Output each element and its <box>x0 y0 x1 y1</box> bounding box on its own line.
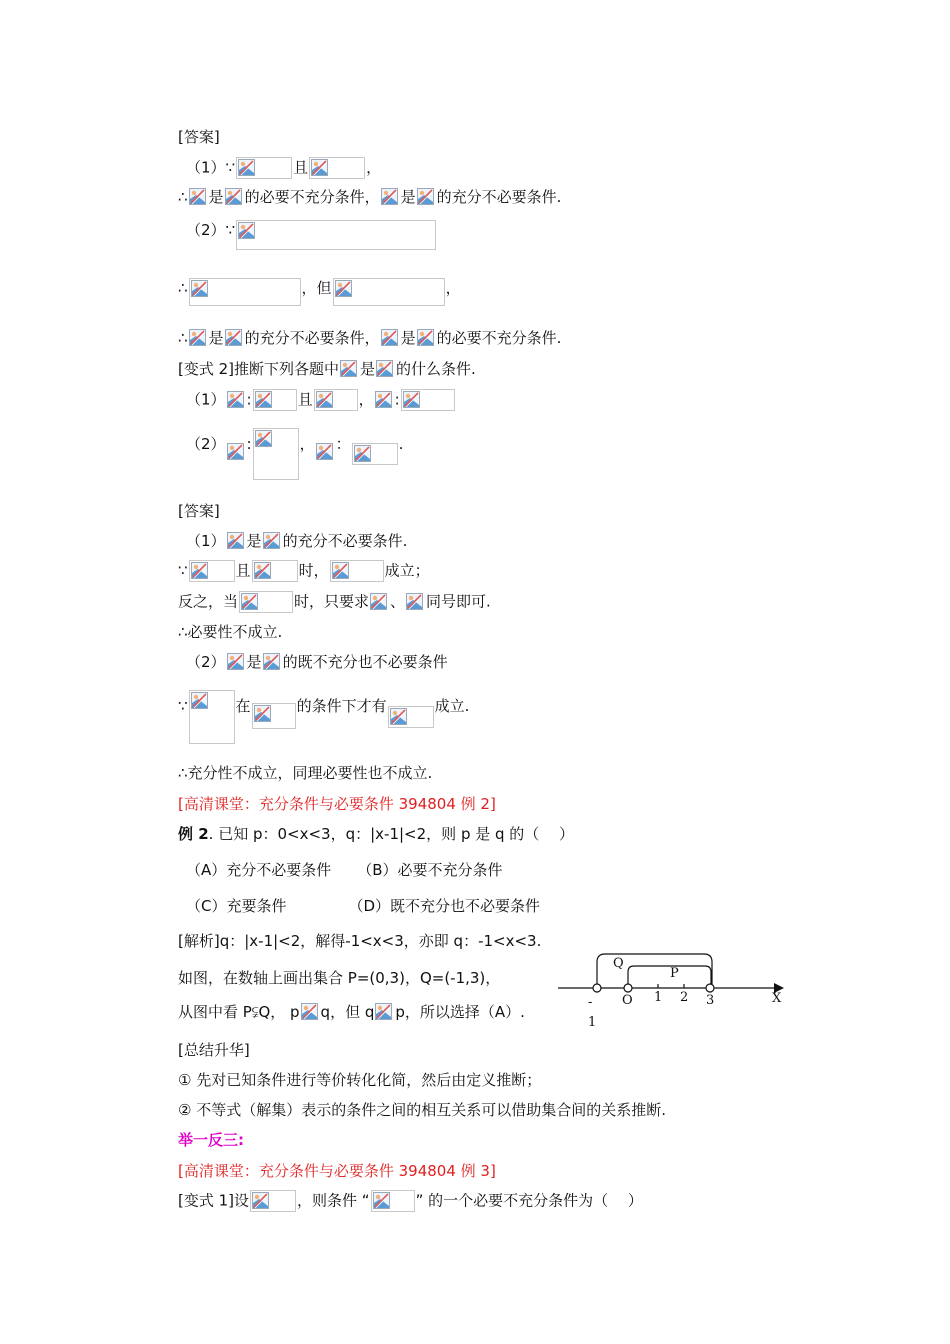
text: 在 <box>235 697 251 715</box>
answer-1-line-4 <box>178 278 461 306</box>
formula-image <box>227 653 246 672</box>
text: q，但 q <box>320 1003 375 1021</box>
text: 的充分不必要条件. <box>436 188 562 206</box>
broken-image-icon <box>225 188 244 207</box>
label: （1） <box>186 532 226 550</box>
text: 是 <box>246 653 262 671</box>
formula-image <box>388 706 434 728</box>
option-c: （C）充要条件 <box>186 897 287 915</box>
analysis-line-2: 如图，在数轴上画出集合 P=(0,3)，Q=(-1,3)， <box>178 969 501 987</box>
broken-image-icon <box>241 593 258 610</box>
text: 的既不充分也不必要条件 <box>282 653 448 671</box>
text: 的必要不充分条件. <box>436 329 562 347</box>
formula-image <box>239 591 293 613</box>
label: （2）∵ <box>186 221 236 239</box>
broken-image-icon <box>381 329 400 348</box>
label: （1） <box>186 390 226 409</box>
formula-image <box>309 157 365 179</box>
text: ∵ <box>178 561 188 580</box>
formula-image <box>314 389 358 411</box>
formula-image <box>381 329 400 348</box>
formula-image <box>381 188 400 207</box>
text: [变式 2]推断下列各题中 <box>178 360 340 378</box>
answer-2-title: [答案] <box>178 502 220 520</box>
answer-1-title: [答案] <box>178 128 220 146</box>
broken-image-icon <box>263 653 282 672</box>
text: 的必要不充分条件， <box>244 188 380 206</box>
text: 且 <box>293 158 309 177</box>
broken-image-icon <box>255 430 272 447</box>
broken-image-icon <box>316 443 335 462</box>
formula-image <box>340 360 359 379</box>
text: ∴ <box>178 188 188 206</box>
variant-2-line-1 <box>186 389 456 411</box>
formula-image <box>252 703 296 729</box>
formula-image <box>375 391 394 410</box>
summary-point-2: ② 不等式（解集）表示的条件之间的相互关系可以借助集合间的关系推断. <box>178 1101 666 1119</box>
answer-2-line-5 <box>186 652 448 672</box>
answer-1-line-5 <box>178 328 561 348</box>
answer-1-line-1 <box>186 157 381 179</box>
text: 从图中看 P <box>178 1003 252 1021</box>
text: 时，只要求 <box>294 592 370 611</box>
broken-image-icon <box>227 653 246 672</box>
label-p: P <box>670 966 679 981</box>
broken-image-icon <box>375 391 394 410</box>
option-b: （B）必要不充分条件 <box>357 861 503 879</box>
answer-2-line-4: ∴必要性不成立. <box>178 623 283 641</box>
open-point-0 <box>624 984 632 992</box>
formula-image <box>227 443 246 462</box>
broken-image-icon <box>254 705 271 722</box>
broken-image-icon <box>191 692 208 709</box>
text: : <box>394 390 400 409</box>
text: ，则条件 “ <box>297 1191 370 1210</box>
broken-image-icon <box>373 1192 390 1209</box>
broken-image-icon <box>340 360 359 379</box>
option-row-2 <box>186 896 540 916</box>
option-row-1 <box>186 860 503 880</box>
text: 是 <box>208 329 224 347</box>
formula-image <box>352 443 398 465</box>
text: Q， p <box>258 1003 300 1021</box>
broken-image-icon <box>227 532 246 551</box>
answer-1-line-2 <box>178 187 561 207</box>
variant-2-line-2 <box>186 434 403 480</box>
number-line-diagram <box>556 950 788 1034</box>
text: 且 <box>235 561 251 580</box>
answer-2-line-1 <box>186 531 407 551</box>
text: 成立； <box>384 561 430 580</box>
formula-image <box>263 653 282 672</box>
broken-image-icon <box>227 391 246 410</box>
text: ∵ <box>178 697 188 715</box>
text: ， <box>299 435 315 453</box>
text: ” 的一个必要不充分条件为（ ） <box>415 1191 643 1210</box>
label-origin: O <box>622 993 633 1008</box>
label: （1）∵ <box>186 158 236 177</box>
example-label: 例 2 <box>178 825 209 843</box>
answer-2-line-3 <box>178 591 491 613</box>
formula-image <box>401 389 455 411</box>
text: 的什么条件. <box>396 360 476 378</box>
answer-2-line-7: ∴充分性不成立，同理必要性也不成立. <box>178 764 433 782</box>
formula-image <box>375 1003 394 1022</box>
text: p，所以选择（A）. <box>395 1003 525 1021</box>
text: ， <box>366 158 382 177</box>
broken-image-icon <box>263 532 282 551</box>
broken-image-icon <box>225 329 244 348</box>
open-point-3 <box>706 984 714 992</box>
text: 是 <box>400 188 416 206</box>
label-x: X <box>772 991 782 1006</box>
text: 同号即可. <box>426 592 491 611</box>
formula-image <box>330 560 384 582</box>
label: （2） <box>186 435 226 453</box>
broken-image-icon <box>403 391 420 408</box>
broken-image-icon <box>255 391 272 408</box>
option-a: （A）充分不必要条件 <box>186 861 332 879</box>
formula-image <box>316 443 335 462</box>
broken-image-icon <box>311 159 328 176</box>
text: ∴ <box>178 329 188 347</box>
tick-label-2: 2 <box>680 990 689 1005</box>
text: ： <box>335 435 351 453</box>
broken-image-icon <box>354 445 371 462</box>
formula-image <box>225 188 244 207</box>
formula-image <box>406 593 425 612</box>
formula-image <box>370 593 389 612</box>
broken-image-icon <box>301 1003 320 1022</box>
text: ，但 <box>301 279 332 297</box>
tick-label-3: 3 <box>706 993 715 1008</box>
text: 的充分不必要条件. <box>282 532 408 550</box>
label-q: Q <box>613 956 624 971</box>
formula-image <box>189 560 235 582</box>
formula-image <box>236 220 436 250</box>
text: 时， <box>298 561 329 580</box>
analysis-line-3 <box>178 1002 525 1022</box>
formula-image <box>417 188 436 207</box>
practice-heading: 举一反三: <box>178 1131 244 1149</box>
formula-image <box>250 1190 296 1212</box>
tick-label-neg1-digit: 1 <box>588 1015 597 1030</box>
text: ∴ <box>178 279 188 297</box>
broken-image-icon <box>189 329 208 348</box>
text: 是 <box>246 532 262 550</box>
formula-image <box>189 329 208 348</box>
text: : <box>246 435 252 453</box>
broken-image-icon <box>332 562 349 579</box>
proper-subset-symbol: ⫋ <box>251 1003 259 1021</box>
broken-image-icon <box>390 708 407 725</box>
text: 成立. <box>434 697 470 715</box>
formula-image <box>252 560 298 582</box>
broken-image-icon <box>417 188 436 207</box>
text: 是 <box>360 360 376 378</box>
formula-image <box>301 1003 320 1022</box>
text: ， <box>445 279 461 297</box>
text: : <box>246 390 252 409</box>
analysis-line-1: [解析]q：|x-1|<2，解得-1<x<3，亦即 q：-1<x<3. <box>178 932 542 950</box>
formula-image <box>189 188 208 207</box>
formula-image <box>417 329 436 348</box>
text: 是 <box>208 188 224 206</box>
formula-image <box>333 278 445 306</box>
answer-2-line-2 <box>178 560 430 582</box>
text: 且 <box>297 390 313 409</box>
broken-image-icon <box>252 1192 269 1209</box>
broken-image-icon <box>227 443 246 462</box>
formula-image <box>189 690 235 744</box>
label: （2） <box>186 653 226 671</box>
formula-image <box>263 532 282 551</box>
example-2-question <box>178 824 574 844</box>
formula-image <box>376 360 395 379</box>
formula-image <box>253 389 297 411</box>
summary-point-1: ① 先对已知条件进行等价转化化简，然后由定义推断； <box>178 1071 542 1089</box>
formula-image <box>236 157 292 179</box>
broken-image-icon <box>406 593 425 612</box>
variant-1-line <box>178 1190 643 1212</box>
broken-image-icon <box>254 562 271 579</box>
formula-image <box>225 329 244 348</box>
text: . 已知 p：0<x<3，q：|x-1|<2，则 p 是 q 的（ ） <box>208 825 575 843</box>
broken-image-icon <box>370 593 389 612</box>
hd-class-heading-2: [高清课堂：充分条件与必要条件 394804 例 3] <box>178 1162 496 1180</box>
broken-image-icon <box>376 360 395 379</box>
hd-class-heading-1: [高清课堂：充分条件与必要条件 394804 例 2] <box>178 795 496 813</box>
answer-2-line-6 <box>178 690 469 744</box>
tick-label-neg1-sign: - <box>588 995 593 1010</box>
text: [变式 1]设 <box>178 1191 250 1210</box>
text: 、 <box>390 592 406 611</box>
text: 反之，当 <box>178 592 239 611</box>
formula-image <box>227 532 246 551</box>
text: 是 <box>400 329 416 347</box>
formula-image <box>227 391 246 410</box>
text: 的充分不必要条件， <box>244 329 380 347</box>
text: . <box>398 435 404 453</box>
broken-image-icon <box>335 280 352 297</box>
formula-image <box>371 1190 415 1212</box>
variant-2-title <box>178 359 476 379</box>
broken-image-icon <box>238 222 255 239</box>
broken-image-icon <box>316 391 333 408</box>
broken-image-icon <box>191 280 208 297</box>
formula-image <box>189 278 301 306</box>
tick-label-1: 1 <box>654 990 663 1005</box>
answer-1-line-3 <box>186 220 437 250</box>
broken-image-icon <box>191 562 208 579</box>
broken-image-icon <box>381 188 400 207</box>
broken-image-icon <box>417 329 436 348</box>
option-d: （D）既不充分也不必要条件 <box>348 897 541 915</box>
open-point-neg1 <box>593 984 601 992</box>
broken-image-icon <box>238 159 255 176</box>
text: 的条件下才有 <box>296 697 387 715</box>
text: ， <box>358 390 374 409</box>
broken-image-icon <box>189 188 208 207</box>
summary-title: [总结升华] <box>178 1041 250 1059</box>
formula-image <box>253 428 299 480</box>
broken-image-icon <box>375 1003 394 1022</box>
